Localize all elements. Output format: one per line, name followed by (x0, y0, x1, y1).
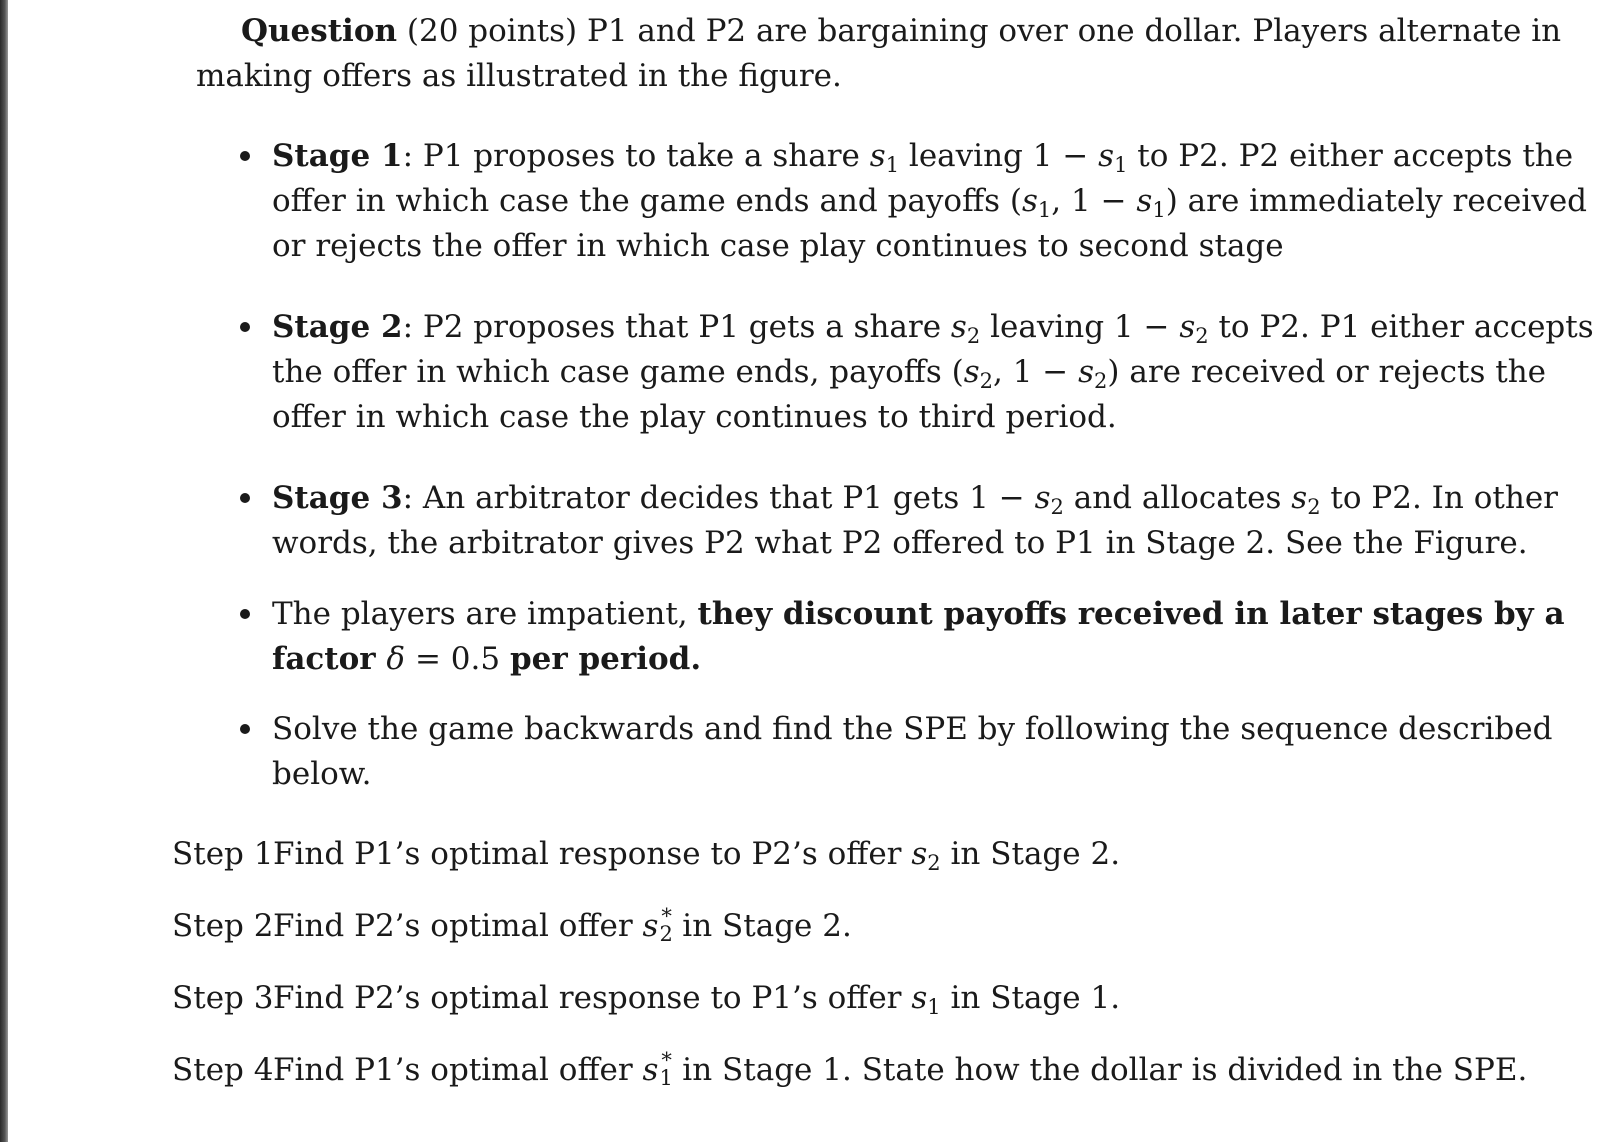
step-2-label: Step 2 (172, 908, 274, 944)
bullet-icon (240, 322, 250, 332)
stage2-line-1 (272, 304, 1594, 350)
stage3-line-1 (272, 475, 1558, 521)
text-fragment: 2 (927, 851, 941, 875)
text-fragment: or rejects the offer in which case play continues to second stage (272, 228, 1284, 264)
intro-line-2 (196, 53, 842, 99)
text-fragment: s (911, 836, 928, 872)
text-fragment: : P2 proposes that P1 gets a share (402, 309, 951, 345)
text-fragment: ∗ (659, 1044, 674, 1068)
text-fragment: offer in which case the game ends and payoffs ( (272, 183, 1022, 219)
text-fragment: they discount payoffs received in later stages by a (697, 596, 1565, 632)
window-left-edge (0, 0, 8, 1142)
text-fragment: s (1078, 354, 1095, 390)
text-fragment: 2 (1050, 495, 1064, 519)
text-fragment: s (1034, 480, 1051, 516)
text-fragment: in Stage 1. (940, 980, 1121, 1016)
text-fragment: in Stage 2. (940, 836, 1121, 872)
text-fragment: leaving 1 − (980, 309, 1180, 345)
step-1-label: Step 1 (172, 836, 274, 872)
text-fragment: 2 (1195, 324, 1209, 348)
text-fragment: Find P1’s optimal offer (273, 1052, 643, 1088)
text-fragment: (20 points) P1 and P2 are bargaining over one dollar. Players alternate in (397, 13, 1562, 49)
text-fragment: Find P2’s optimal offer (273, 908, 643, 944)
text-fragment: s (1021, 183, 1038, 219)
text-fragment: in Stage 1. State how the dollar is divided in the SPE. (672, 1052, 1528, 1088)
text-fragment: offer in which case the play continues to third period. (272, 399, 1117, 435)
text-fragment: , 1 − (1051, 183, 1137, 219)
text-fragment: Stage 3 (272, 480, 403, 516)
text-fragment: 1 (1114, 153, 1128, 177)
text-fragment (658, 900, 674, 946)
text-fragment: s (950, 309, 967, 345)
text-fragment: 2 (659, 922, 673, 946)
discount-line-2 (272, 636, 701, 682)
text-fragment: 2 (1094, 369, 1108, 393)
bullet-icon (240, 724, 250, 734)
text-fragment: s (1179, 309, 1196, 345)
text-fragment: 2 (979, 369, 993, 393)
stage2-line-2 (272, 349, 1546, 395)
text-fragment: 2 (966, 324, 981, 348)
text-fragment: factor (272, 641, 387, 677)
text-fragment: 1 (885, 153, 900, 177)
text-fragment: per period. (509, 641, 702, 677)
stage1-line-3 (272, 223, 1284, 269)
text-fragment: Solve the game backwards and find the SPE by following the sequence described (272, 711, 1553, 747)
text-fragment: Find P2’s optimal response to P1’s offer (273, 980, 912, 1016)
text-fragment: : An arbitrator decides that P1 gets 1 − (402, 480, 1035, 516)
text-fragment: the offer in which case game ends, payoffs ( (272, 354, 964, 390)
text-fragment: s (642, 908, 659, 944)
text-fragment (658, 1044, 674, 1090)
text-fragment: to P2. P2 either accepts the (1127, 138, 1574, 174)
text-fragment: 1 (659, 1066, 673, 1090)
bullet-icon (240, 151, 250, 161)
text-fragment: below. (272, 756, 372, 792)
text-fragment: to P2. In other (1320, 480, 1558, 516)
text-fragment: leaving 1 − (899, 138, 1099, 174)
text-fragment: Stage 1 (272, 138, 403, 174)
stage1-line-1 (272, 133, 1573, 179)
text-fragment: The players are impatient, (272, 596, 698, 632)
text-fragment: s (963, 354, 980, 390)
step-3-text (273, 975, 1120, 1021)
solve-line-1 (272, 706, 1552, 752)
text-fragment: 1 (1037, 198, 1052, 222)
text-fragment: 1 (927, 995, 941, 1019)
text-fragment: ∗ (659, 900, 674, 924)
intro-line-1 (241, 8, 1562, 54)
question-heading: Question (241, 13, 398, 49)
text-fragment: to P2. P1 either accepts (1208, 309, 1594, 345)
text-fragment: s (869, 138, 886, 174)
text-fragment: s (1291, 480, 1308, 516)
discount-line-1 (272, 591, 1565, 637)
text-fragment: 2 (1307, 495, 1321, 519)
bullet-icon (240, 609, 250, 619)
step-4-text (273, 1044, 1528, 1093)
text-fragment: Find P1’s optimal response to P2’s offer (273, 836, 912, 872)
text-fragment: = 0.5 (405, 641, 510, 677)
text-fragment: words, the arbitrator gives P2 what P2 offered to P1 in Stage 2. See the Figure. (272, 525, 1528, 561)
text-fragment: in Stage 2. (672, 908, 852, 944)
text-fragment: 1 (1152, 198, 1166, 222)
text-fragment: s (1136, 183, 1153, 219)
text-fragment: s (1098, 138, 1115, 174)
text-fragment: δ (386, 641, 406, 677)
solve-line-2 (272, 751, 371, 797)
text-fragment: , 1 − (992, 354, 1079, 390)
stage1-line-2 (272, 178, 1587, 224)
step-3-label: Step 3 (172, 980, 274, 1016)
text-fragment: and allocates (1063, 480, 1292, 516)
stage2-line-3 (272, 394, 1117, 440)
text-fragment: making offers as illustrated in the figure. (196, 58, 842, 94)
text-fragment: s (911, 980, 928, 1016)
step-2-text (273, 900, 852, 949)
stage3-line-2 (272, 520, 1528, 566)
text-fragment: ) are received or rejects the (1107, 354, 1547, 390)
text-fragment: ) are immediately received (1165, 183, 1588, 219)
text-fragment: s (642, 1052, 659, 1088)
text-fragment: Stage 2 (272, 309, 403, 345)
step-1-text (273, 831, 1120, 877)
bullet-icon (240, 493, 250, 503)
text-fragment: : P1 proposes to take a share (402, 138, 870, 174)
step-4-label: Step 4 (172, 1052, 274, 1088)
